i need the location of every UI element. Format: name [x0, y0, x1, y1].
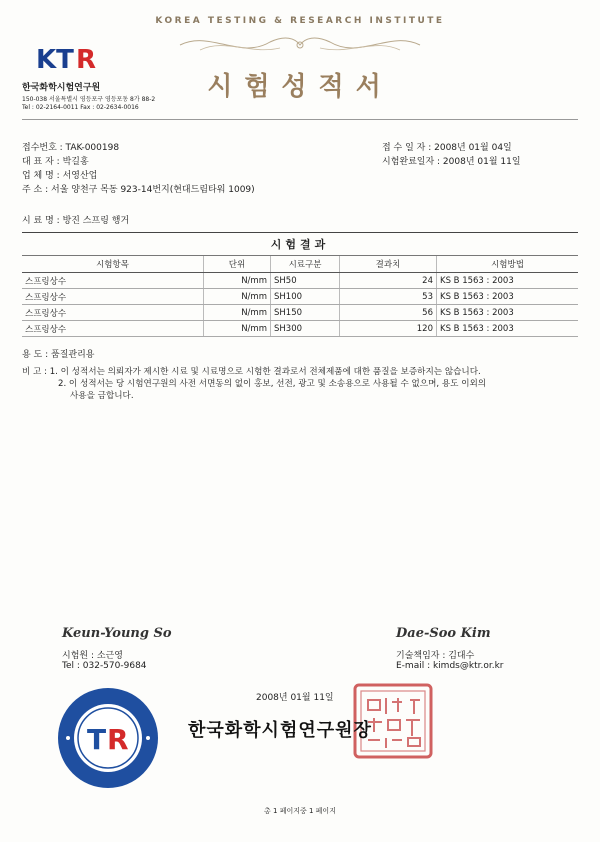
manager-name: 기술책임자 : 김대수: [396, 651, 475, 661]
organization-address: 150-038 서울특별시 영등포구 영등포동 8가 88-2: [22, 96, 156, 103]
table-row: [22, 289, 578, 305]
cell-sample: SH50: [271, 273, 340, 289]
cell-item: 스프링상수: [22, 321, 204, 337]
sample-label: 시 료 명 :: [22, 216, 63, 226]
cell-method: KS B 1563 : 2003: [437, 289, 579, 305]
company-value: 서영산업: [62, 171, 98, 181]
address-value: 서울 양천구 목동 923-14번지(현대드림타워 1009): [51, 185, 255, 195]
table-header-row: [22, 256, 578, 273]
page-indicator: 총 1 페이지중 1 페이지: [264, 807, 336, 815]
representative-label: 대 표 자 :: [22, 157, 63, 167]
receipt-date-label: 접 수 일 자 :: [382, 143, 435, 153]
sample-name: [22, 213, 129, 226]
issue-date: 2008년 01월 11일: [256, 693, 334, 703]
column-header: 시험방법: [437, 256, 579, 273]
document-title: 시험성적서: [207, 72, 393, 102]
cell-sample: SH100: [271, 289, 340, 305]
completion-date-value: 2008년 01월 11일: [442, 157, 521, 167]
cell-sample: SH300: [271, 321, 340, 337]
usage-label: 용 도 :: [22, 350, 52, 360]
representative-value: 박길홍: [62, 157, 89, 167]
receipt-number: [22, 140, 119, 153]
completion-date: [382, 154, 521, 167]
representative: [22, 154, 89, 167]
cell-item: 스프링상수: [22, 289, 204, 305]
cell-unit: N/mm: [204, 289, 271, 305]
usage-value: 품질관리용: [51, 350, 95, 360]
cell-item: 스프링상수: [22, 305, 204, 321]
cell-method: KS B 1563 : 2003: [437, 321, 579, 337]
header-divider: [22, 119, 578, 120]
column-header: 단위: [204, 256, 271, 273]
cell-unit: N/mm: [204, 273, 271, 289]
results-table: [22, 256, 578, 337]
results-table-section: [22, 232, 578, 337]
receipt-number-label: 접수번호 :: [22, 143, 66, 153]
ktr-logo-icon: [34, 38, 104, 78]
receipt-date: [382, 140, 512, 153]
table-row: [22, 321, 578, 337]
cell-unit: N/mm: [204, 305, 271, 321]
results-title: 시험결과: [22, 232, 578, 256]
usage: [22, 347, 95, 360]
remark-label: 비 고 :: [22, 367, 50, 377]
tester-name: 시험원 : 소근영: [62, 651, 123, 661]
remark-1-text: 1. 이 성적서는 의뢰자가 제시한 시료 및 시료명으로 시험한 결과로서 전체제품에 대한 품질을 보증하지는 않습니다.: [49, 367, 481, 377]
remark-1: [22, 365, 481, 377]
cell-value: 53: [340, 289, 437, 305]
company-name: [22, 168, 97, 181]
cell-method: KS B 1563 : 2003: [437, 305, 579, 321]
cell-sample: SH150: [271, 305, 340, 321]
tester-signature: Keun-Young So: [62, 626, 172, 641]
column-header: 시험항목: [22, 256, 204, 273]
table-row: [22, 273, 578, 289]
receipt-date-value: 2008년 01월 04일: [434, 143, 512, 153]
organization-phone: Tel : 02-2164-0011 Fax : 02-2634-0016: [22, 104, 139, 111]
cell-value: 120: [340, 321, 437, 337]
issuer-name: 한국화학시험연구원장: [188, 720, 372, 741]
ornament-decoration: [170, 30, 430, 60]
svg-text:R: R: [107, 723, 129, 756]
svg-text:KT: KT: [36, 45, 74, 75]
receipt-number-value: TAK-000198: [65, 143, 120, 153]
organization-name: 한국화학시험연구원: [22, 83, 101, 93]
completion-date-label: 시험완료일자 :: [382, 157, 443, 167]
cell-value: 24: [340, 273, 437, 289]
institute-seal-icon: [56, 686, 160, 790]
remark-2-continued: 사용을 금합니다.: [70, 391, 134, 401]
table-row: [22, 305, 578, 321]
manager-signature: Dae-Soo Kim: [396, 626, 491, 641]
remark-2: 2. 이 성적서는 당 시험연구원의 사전 서면동의 없이 홍보, 선전, 광고 및 소송용으로 사용될 수 없으며, 용도 이외의: [58, 379, 487, 389]
column-header: 시료구분: [271, 256, 340, 273]
tester-phone: Tel : 032-570-9684: [62, 661, 147, 671]
cell-method: KS B 1563 : 2003: [437, 273, 579, 289]
svg-text:R: R: [76, 45, 97, 75]
sample-value: 방진 스프링 행거: [62, 216, 130, 226]
cell-item: 스프링상수: [22, 273, 204, 289]
column-header: 결과치: [340, 256, 437, 273]
company-label: 업 체 명 :: [22, 171, 63, 181]
manager-email: E-mail : kimds@ktr.or.kr: [396, 661, 504, 671]
cell-unit: N/mm: [204, 321, 271, 337]
svg-text:T: T: [87, 723, 107, 756]
company-address: [22, 182, 255, 195]
institute-english-name: KOREA TESTING & RESEARCH INSTITUTE: [155, 16, 445, 26]
cell-value: 56: [340, 305, 437, 321]
address-label: 주 소 :: [22, 185, 52, 195]
